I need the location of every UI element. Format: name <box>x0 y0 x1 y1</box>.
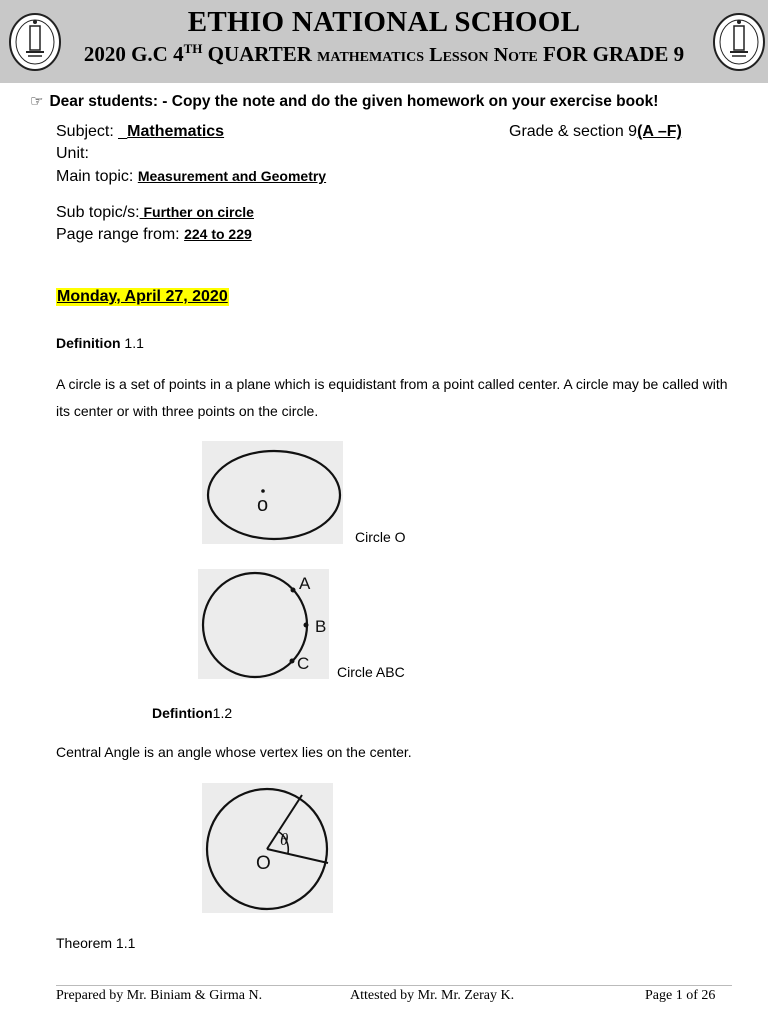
circle-abc-figure <box>198 569 329 679</box>
header-bar <box>0 0 768 83</box>
subtitle-year: 2020 G.C 4 <box>83 42 184 66</box>
main-topic-value: Measurement and Geometry <box>137 168 327 184</box>
definition-2-heading <box>152 705 232 721</box>
central-angle-figure <box>202 783 333 913</box>
instruction-line <box>30 92 658 111</box>
main-topic-label: Main topic: <box>56 168 138 185</box>
footer-prepared-by: Prepared by Mr. Biniam & Girma N. <box>56 988 263 1003</box>
center-o-label: O <box>256 853 271 874</box>
circle-abc-caption: Circle ABC <box>337 664 405 680</box>
circle-o-figure <box>202 441 343 544</box>
footer-attested-by: Attested by Mr. Mr. Zeray K. <box>350 988 515 1003</box>
grade-line <box>509 123 682 141</box>
point-b-label: B <box>315 617 327 636</box>
definition-1-number: 1.1 <box>120 335 144 351</box>
sub-topic-value: Further on circle <box>139 204 254 220</box>
subject-label: Subject: _ <box>56 123 128 140</box>
definition-2-number: 1.2 <box>212 705 233 721</box>
sub-topic-line <box>56 204 254 222</box>
definition-2-text: Central Angle is an angle whose vertex lies on the center. <box>56 744 412 760</box>
unit-label: Unit: <box>56 145 89 162</box>
lesson-note-subtitle <box>0 41 768 67</box>
angle-theta-label: θ <box>280 830 289 849</box>
subtitle-quarter: QUARTER <box>207 42 312 66</box>
definition-2-label: Defintion <box>152 705 213 721</box>
instruction-text: Dear students: - Copy the note and do the given homework on your exercise book! <box>49 93 659 110</box>
point-a-label: A <box>299 574 311 593</box>
grade-value: (A –F) <box>637 123 682 140</box>
footer-divider <box>56 985 732 986</box>
page-range-label: Page range from: <box>56 226 185 243</box>
main-topic-line <box>56 168 326 186</box>
definition-1-label: Definition <box>56 335 121 351</box>
circle-o-center-label: o <box>257 494 269 516</box>
definition-1-text: A circle is a set of points in a plane which is equidistant from a point called center. A circle may be called with its center or with three points on the circle. <box>56 376 728 419</box>
subtitle-ordinal: TH <box>183 41 203 56</box>
subtitle-math: mathematics <box>317 44 424 66</box>
point-c-label: C <box>297 654 310 673</box>
theorem-1-label: Theorem 1.1 <box>56 935 136 951</box>
school-emblem-icon <box>712 12 766 72</box>
subtitle-note: Note <box>493 44 538 66</box>
subtitle-lesson: Lesson <box>429 44 489 66</box>
definition-1-heading <box>56 335 144 351</box>
lesson-date: Monday, April 27, 2020 <box>57 288 228 305</box>
subtitle-grade: FOR GRADE 9 <box>543 42 685 66</box>
subject-value: Mathematics <box>127 123 225 140</box>
circle-o-caption: Circle O <box>355 529 406 545</box>
page-range-line <box>56 226 252 244</box>
pointing-hand-icon: ☞ <box>30 93 44 110</box>
sub-topic-label: Sub topic/s: <box>56 204 140 221</box>
page-range-value: 224 to 229 <box>184 226 252 242</box>
grade-label: Grade & section 9 <box>509 123 638 140</box>
school-name: ETHIO NATIONAL SCHOOL <box>187 6 581 38</box>
footer-page-number: Page 1 of 26 <box>645 988 716 1003</box>
subject-line <box>56 123 224 141</box>
